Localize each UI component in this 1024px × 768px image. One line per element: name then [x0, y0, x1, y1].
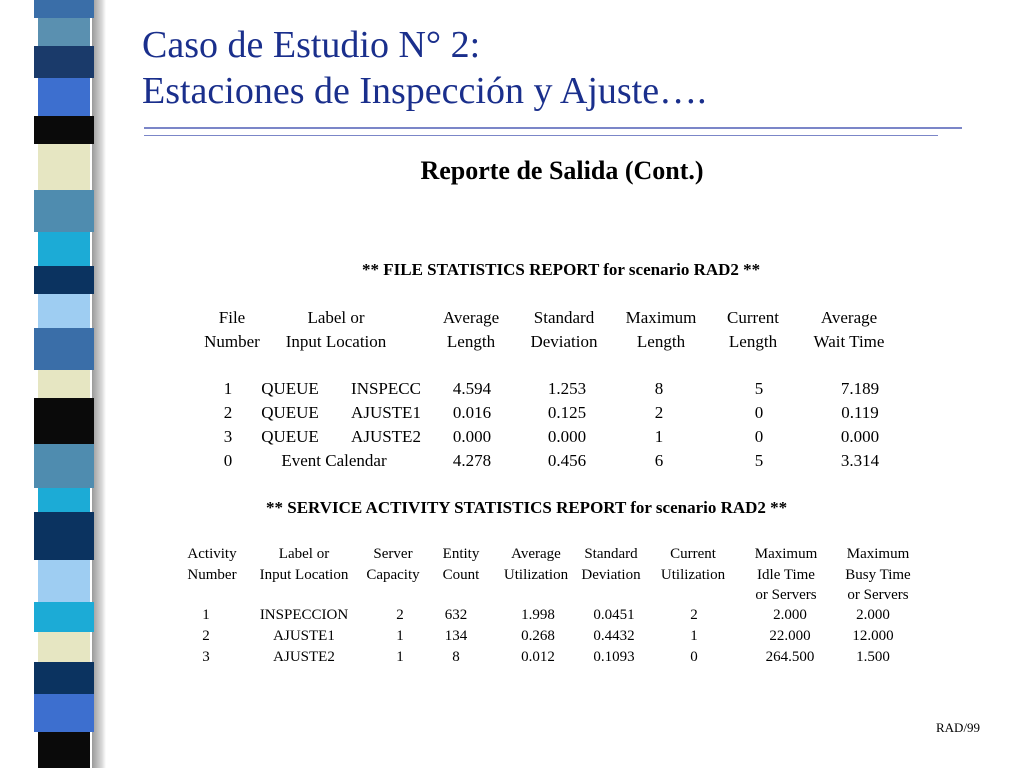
- service-header-cell: Input Location: [259, 567, 349, 583]
- service-header-cell: Maximum: [846, 546, 910, 562]
- file-table-cell: 0: [754, 403, 764, 422]
- file-table-cell: 0.000: [547, 427, 587, 446]
- file-table-cell: 0: [223, 451, 233, 470]
- file-header-cell: Wait Time: [813, 332, 885, 351]
- file-table-cell: 3: [223, 427, 233, 446]
- service-table-cell: 2: [396, 607, 404, 623]
- service-table-cell: AJUSTE1: [273, 628, 335, 644]
- file-header-cell: Average: [442, 308, 500, 327]
- strip-block: [38, 294, 90, 328]
- file-header-cell: Standard: [533, 308, 595, 327]
- file-header-cell: Input Location: [285, 332, 387, 351]
- strip-block: [34, 190, 94, 232]
- strip-block: [38, 560, 90, 602]
- file-table-cell: 5: [754, 451, 764, 470]
- strip-block: [38, 232, 90, 266]
- service-table-cell: 0: [690, 649, 698, 665]
- service-header-cell: Current: [670, 546, 716, 562]
- file-table-cell: 0: [754, 427, 764, 446]
- strip-block: [34, 512, 94, 560]
- file-table-cell: Event Calendar: [281, 451, 387, 470]
- file-table-cell: 5: [754, 379, 764, 398]
- file-table-cell: QUEUE: [261, 427, 319, 446]
- file-header-cell: File: [218, 308, 246, 327]
- strip-block: [34, 602, 94, 632]
- service-table-cell: 1.500: [856, 649, 890, 665]
- strip-block: [38, 632, 90, 662]
- file-header-cell: Number: [204, 332, 260, 351]
- service-table-cell: 22.000: [769, 628, 811, 644]
- service-table-cell: 134: [444, 628, 468, 644]
- service-header-cell: Maximum: [754, 546, 818, 562]
- file-table-cell: QUEUE: [261, 403, 319, 422]
- strip-block: [34, 0, 94, 18]
- service-header-cell: Utilization: [503, 567, 569, 583]
- service-header-cell: or Servers: [847, 587, 909, 603]
- service-header-cell: Idle Time: [757, 567, 815, 583]
- file-header-cell: Length: [636, 332, 686, 351]
- file-table-cell: 8: [654, 379, 664, 398]
- file-table-cell: 2: [654, 403, 664, 422]
- strip-block: [34, 328, 94, 370]
- strip-shadow: [92, 0, 106, 768]
- strip-block: [34, 116, 94, 144]
- file-table-cell: 0.456: [547, 451, 587, 470]
- service-table-cell: 1: [690, 628, 698, 644]
- service-table-cell: 0.4432: [593, 628, 635, 644]
- service-table-cell: 0.0451: [593, 607, 635, 623]
- file-table-cell: 0.125: [547, 403, 587, 422]
- decorative-strip: [34, 0, 94, 768]
- service-header-cell: Label or: [278, 546, 330, 562]
- service-table-cell: 264.500: [765, 649, 815, 665]
- section-subtitle: Reporte de Salida (Cont.): [420, 156, 704, 185]
- file-table-cell: 0.016: [452, 403, 492, 422]
- service-table-cell: 0.1093: [593, 649, 635, 665]
- strip-block: [38, 78, 90, 116]
- file-table-cell: 4.594: [452, 379, 492, 398]
- strip-block: [38, 370, 90, 398]
- service-table-cell: 2.000: [856, 607, 890, 623]
- service-table-cell: 2: [690, 607, 698, 623]
- service-table-cell: 632: [444, 607, 468, 623]
- service-header-cell: Count: [442, 567, 480, 583]
- service-header-cell: Activity: [187, 546, 237, 562]
- file-header-cell: Current: [727, 308, 779, 327]
- title-rule-thin: [144, 135, 938, 136]
- strip-block: [34, 694, 94, 732]
- file-table-cell: 0.119: [841, 403, 879, 422]
- service-table-cell: 0.012: [521, 649, 555, 665]
- service-header-cell: or Servers: [755, 587, 817, 603]
- service-table-cell: AJUSTE2: [273, 649, 335, 665]
- file-table-cell: 6: [654, 451, 664, 470]
- service-table-cell: 1.998: [521, 607, 555, 623]
- service-header-cell: Capacity: [366, 567, 420, 583]
- file-table-cell: AJUSTE1: [351, 403, 421, 422]
- file-table-cell: 3.314: [840, 451, 880, 470]
- title-rule: [144, 127, 962, 129]
- strip-block: [34, 46, 94, 78]
- strip-block: [38, 488, 90, 512]
- file-table-cell: 0.000: [452, 427, 492, 446]
- file-header-cell: Length: [728, 332, 778, 351]
- file-table-cell: 2: [223, 403, 233, 422]
- strip-block: [34, 266, 94, 294]
- service-header-cell: Busy Time: [845, 567, 911, 583]
- service-table-cell: 12.000: [852, 628, 894, 644]
- service-header-cell: Entity: [442, 546, 480, 562]
- file-table-cell: 0.000: [840, 427, 880, 446]
- footer-code: RAD/99: [936, 720, 981, 735]
- service-table-cell: 3: [202, 649, 210, 665]
- service-header-cell: Average: [511, 546, 561, 562]
- title-line-2: Estaciones de Inspección y Ajuste….: [142, 70, 707, 112]
- strip-block: [34, 444, 94, 488]
- file-header-cell: Length: [446, 332, 496, 351]
- service-header-cell: Utilization: [660, 567, 726, 583]
- file-table-cell: AJUSTE2: [351, 427, 421, 446]
- file-table-cell: 1: [654, 427, 664, 446]
- service-header-cell: Server: [373, 546, 413, 562]
- file-header-cell: Deviation: [530, 332, 598, 351]
- service-table-cell: 1: [396, 649, 404, 665]
- service-header-cell: Number: [187, 567, 237, 583]
- slide-title: [142, 22, 922, 114]
- strip-block: [34, 398, 94, 444]
- file-header-cell: Average: [820, 308, 878, 327]
- file-report-title: ** FILE STATISTICS REPORT for scenario RAD2 **: [362, 260, 761, 279]
- service-table-cell: 1: [202, 607, 210, 623]
- file-table-cell: 1: [223, 379, 233, 398]
- title-line-1: Caso de Estudio N° 2:: [142, 24, 481, 66]
- file-header-cell: Maximum: [625, 308, 697, 327]
- file-header-cell: Label or: [307, 308, 365, 327]
- service-table-cell: 2.000: [773, 607, 807, 623]
- strip-block: [34, 662, 94, 694]
- strip-block: [38, 18, 90, 46]
- service-table-cell: 1: [396, 628, 404, 644]
- file-table-cell: 4.278: [452, 451, 492, 470]
- service-report-title: ** SERVICE ACTIVITY STATISTICS REPORT for scenario RAD2 **: [266, 498, 788, 517]
- service-header-cell: Standard: [584, 546, 638, 562]
- service-header-cell: Deviation: [581, 567, 641, 583]
- file-table-cell: QUEUE: [261, 379, 319, 398]
- service-table-cell: INSPECCION: [259, 607, 349, 623]
- strip-block: [38, 732, 90, 768]
- service-table-cell: 0.268: [521, 628, 555, 644]
- service-table-cell: 2: [202, 628, 210, 644]
- file-table-cell: INSPECC: [351, 379, 421, 398]
- file-table-cell: 1.253: [547, 379, 587, 398]
- file-table-cell: 7.189: [840, 379, 880, 398]
- service-table-cell: 8: [452, 649, 460, 665]
